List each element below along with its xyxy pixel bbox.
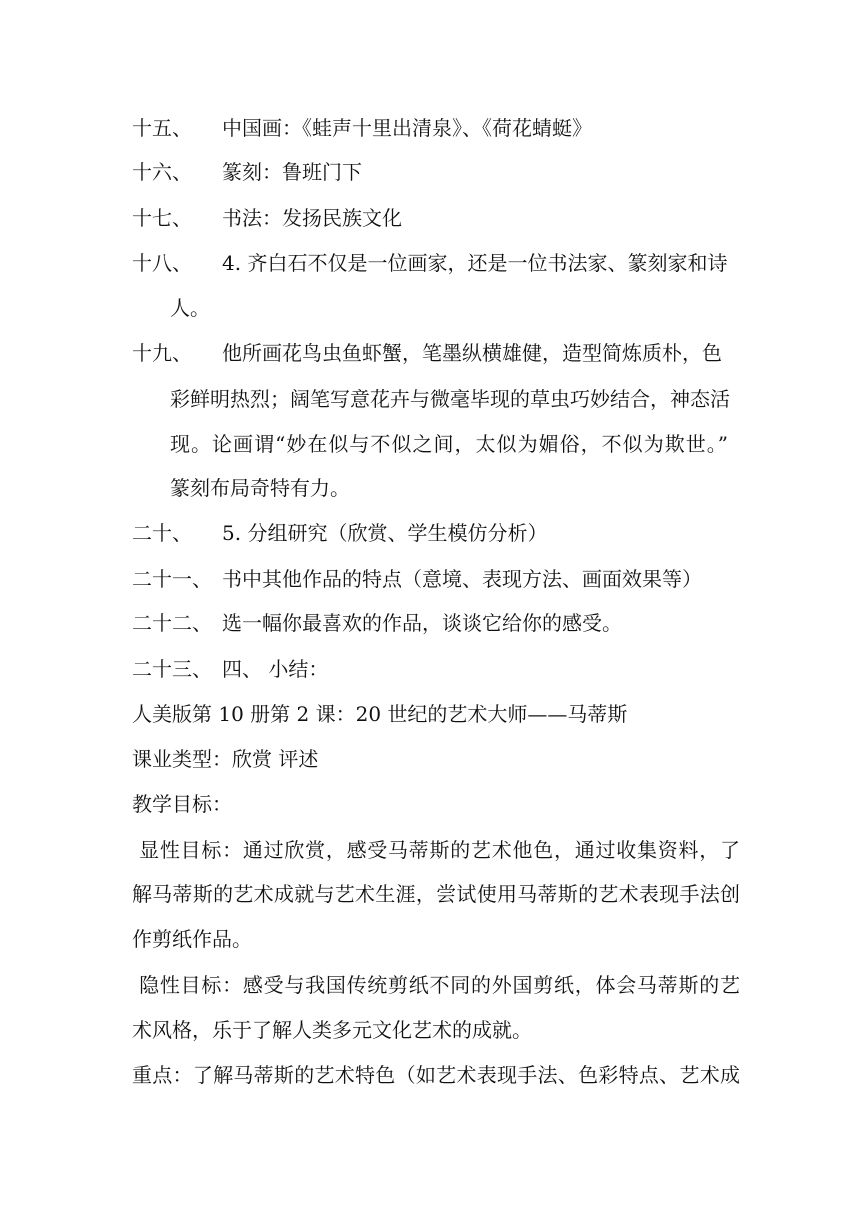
list-item-continuation: 现。论画谓“妙在似与不似之间，太似为媚俗，不似为欺世。”: [170, 432, 728, 456]
list-item-text: 书中其他作品的特点（意境、表现方法、画面效果等）: [222, 567, 702, 591]
list-item-text: 四、 小结：: [222, 657, 329, 681]
list-item-number: 十八、: [132, 251, 192, 275]
list-item: [132, 249, 742, 277]
list-item-number: 二十一、: [132, 567, 212, 591]
lesson-type: 课业类型：欣赏 评述: [132, 747, 319, 771]
list-item-text: 中国画：《蛙声十里出清泉》、《荷花蜻蜓》: [222, 116, 592, 140]
key-point-line: 重点：了解马蒂斯的艺术特色（如艺术表现手法、色彩特点、艺术成: [132, 1063, 740, 1087]
list-item-continuation: 彩鲜明热烈；阔笔写意花卉与微毫毕现的草虫巧妙结合，神态活: [170, 387, 730, 411]
explicit-goal-line: 解马蒂斯的艺术成就与艺术生涯，尝试使用马蒂斯的艺术表现手法创: [132, 882, 740, 906]
list-item: [132, 158, 742, 186]
list-item-number: 二十二、: [132, 611, 212, 635]
list-item: [132, 609, 742, 637]
list-item-number: 十五、: [132, 116, 192, 140]
explicit-goal-line: 作剪纸作品。: [132, 927, 252, 951]
lesson-title: 人美版第 10 册第 2 课：20 世纪的艺术大师——马蒂斯: [132, 702, 628, 726]
list-item-text: 篆刻：鲁班门下: [222, 160, 362, 184]
list-item: [132, 655, 742, 683]
list-item-number: 二十三、: [132, 657, 212, 681]
list-item: [132, 519, 742, 547]
list-item-number: 十七、: [132, 206, 192, 230]
list-item: [132, 339, 742, 367]
list-item-text: 书法：发扬民族文化: [222, 206, 402, 230]
list-item-text: 4. 齐白石不仅是一位画家，还是一位书法家、篆刻家和诗: [222, 251, 728, 275]
goals-heading: 教学目标：: [132, 792, 232, 816]
implicit-goal-line: 术风格，乐于了解人类多元文化艺术的成就。: [132, 1018, 532, 1042]
list-item: [132, 565, 742, 593]
list-item-continuation: 人。: [170, 296, 210, 320]
list-item-number: 二十、: [132, 521, 192, 545]
list-item-text: 选一幅你最喜欢的作品，谈谈它给你的感受。: [222, 611, 622, 635]
list-item-continuation: 篆刻布局奇特有力。: [170, 476, 350, 500]
list-item-text: 他所画花鸟虫鱼虾蟹，笔墨纵横雄健，造型简炼质朴，色: [222, 341, 722, 365]
implicit-goal-line: 隐性目标：感受与我国传统剪纸不同的外国剪纸，体会马蒂斯的艺: [132, 973, 740, 997]
list-item: [132, 204, 742, 232]
list-item-text: 5. 分组研究（欣赏、学生模仿分析）: [222, 521, 548, 545]
list-item-number: 十九、: [132, 341, 192, 365]
explicit-goal-line: 显性目标：通过欣赏，感受马蒂斯的艺术他色，通过收集资料，了: [132, 838, 740, 862]
list-item: [132, 114, 742, 142]
list-item-number: 十六、: [132, 160, 192, 184]
